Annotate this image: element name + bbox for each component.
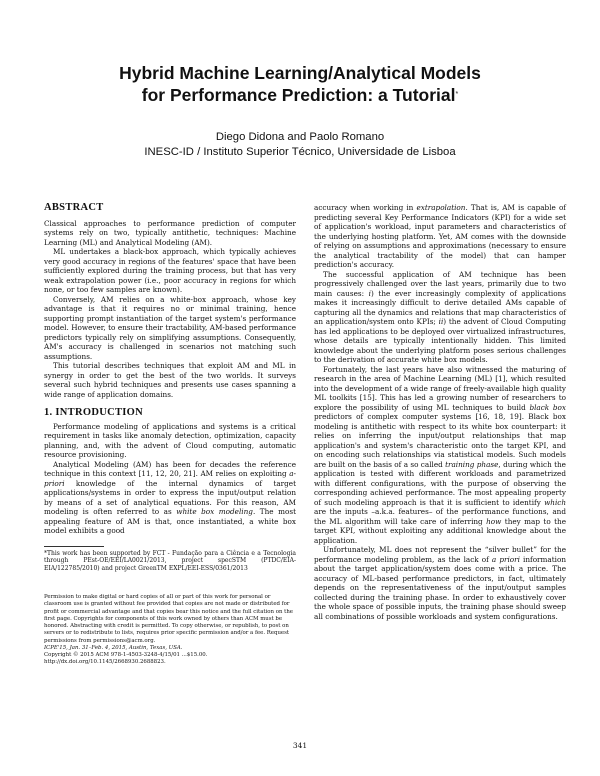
abstract-paragraph: ML undertakes a black-box approach, which typically achieves very good accuracy in regions of the features' space that have been sufficiently explored during the training process, but that has very weak extrapolation power (i.e., poor accuracy in regions for which none, or too few samples are known). — [44, 247, 296, 294]
doi-link[interactable]: http://dx.doi.org/10.1145/2668930.2688823. — [44, 659, 166, 666]
permission-text: Permission to make digital or hard copies of all or part of this work for personal or classroom use is granted without fee provided that copies are not made or distributed for profit or commercial advantage and that copies bear this notice and the full citation on the first page. Copyrights for components of this work owned by others than ACM must be honored. Abstracting with credit is permitted. To copy otherwise, or republish, to post on servers or to redistribute to lists, requires prior specific permission and/or a fee. Request permissions from permissions@acm.org. — [44, 594, 293, 644]
author-names: Diego Didona and Paolo Romano — [215, 131, 385, 143]
venue-line: ICPE'15, Jan. 31–Feb. 4, 2015, Austin, Texas, USA. — [44, 644, 183, 651]
body-paragraph: The successful application of AM technique has been progressively challenged over the last years, primarily due to two main causes: i) the ever increasingly complexity of applications makes it increasingly difficult to derive detailed AMs capable of capturing all the dynamics and relations that map characteristics of an application/system onto KPIs; ii) the advent of Cloud Computing has led applications to be deployed over virtualized infrastructures, whose details are typically intentionally hidden. This limited knowledge about the underlying platform poses serious challenges to the derivation of accurate white box models. — [314, 269, 567, 364]
title-line-1: Hybrid Machine Learning/Analytical Models — [119, 63, 481, 83]
left-column — [44, 203, 296, 666]
abstract-heading: ABSTRACT — [44, 202, 104, 213]
introduction-heading: 1. INTRODUCTION — [44, 407, 144, 418]
intro-paragraph: Performance modeling of applications and systems is a critical requirement in tasks like anomaly detection, optimization, capacity planning, and, with the advent of Cloud computing, automatic resource provisioning. — [44, 421, 296, 459]
footnote-rule — [44, 546, 104, 547]
author-affiliation: INESC-ID / Instituto Superior Técnico, Universidade de Lisboa — [144, 146, 456, 158]
right-column — [314, 203, 566, 621]
abstract-paragraph: This tutorial describes techniques that exploit AM and ML in synergy in order to get the best of the two worlds. It surveys several such hybrid techniques and presents use cases spanning a wide range of application domains. — [44, 361, 296, 399]
page-number: 341 — [292, 741, 308, 750]
copyright-line: Copyright © 2015 ACM 978-1-4503-3248-4/15/01 ...$15.00. — [44, 651, 208, 658]
body-paragraph: Unfortunately, ML does not represent the “silver bullet” for the performance modeling problem, as the lack of a priori information about the target application/system does come with a price. The accuracy of ML-based performance predictors, in fact, ultimately depends on the representativeness of the input/output samples collected during the training phase. In order to exhaustively cover the whole space of possible inputs, the training phase should sweep all combinations of possible workloads and system configurations. — [314, 545, 566, 621]
intro-paragraph: Analytical Modeling (AM) has been for decades the reference technique in this context [11, 12, 20, 21]. AM relies on exploiting a-priori knowledge of the internal dynamics of target applications/systems in order to express the input/output relation by means of a set of analytical equations. For this reason, AM modeling is often referred to as white box modeling. The most appealing feature of AM is that, once instantiated, a white box model exhibits a good — [44, 459, 296, 535]
paper-title — [0, 62, 600, 106]
copyright-notice — [44, 594, 296, 666]
title-line-2: for Performance Prediction: a Tutorial* — [141, 85, 459, 105]
body-paragraph: accuracy when working in extrapolation. That is, AM is capable of predicting several Key Performance Indicators (KPI) for a wide set of application's workload, input parameters and characteristics of the underlying hosting platform. Yet, AM comes with the downside of relying on assumptions and approximations (necessary to ensure the analytical tractability of the model) that can hamper prediction's accuracy. — [314, 203, 566, 269]
abstract-paragraph: Classical approaches to performance prediction of computer systems rely on two, typically antithetic, techniques: Machine Learning (ML) and Analytical Modeling (AM). — [44, 218, 296, 247]
abstract-paragraph: Conversely, AM relies on a white-box approach, whose key advantage is that it requires no or minimal training, hence supporting prompt instantiation of the target system's performance model. However, to ensure their tractability, AM-based performance predictors typically rely on simplifying assumptions. Consequently, AM's accuracy is challenged in scenarios not matching such assumptions. — [44, 294, 296, 361]
funding-footnote: *This work has been supported by FCT - Fundação para a Ciência e a Tecnologia through PEst-OE/EEI/LA0021/2013, project specSTM (PTDC/EIA-EIA/122785/2010) and project GreenTM EXPL/EEI-ESS/0361/2013 — [44, 549, 296, 572]
title-footnote-mark: * — [455, 91, 459, 98]
author-block — [0, 130, 600, 160]
body-paragraph: Fortunately, the last years have also witnessed the maturing of research in the area of Machine Learning (ML) [1], which resulted into the development of a wide range of freely-available high quality ML toolkits [15]. This has led a growing number of researchers to explore the possibility of using ML techniques to build black box predictors of complex computer systems [16, 18, 19]. Black box modeling is antithetic with respect to its white box counterpart: it relies on inferring the input/output relationships that map application's and system's characteristic onto the target KPI, and on encoding such relationships via statistical models. Such models are built on the basis of a so called training phase, during which the application is tested with different workloads and parametrized with different configurations, with the purpose of observing the corresponding achieved performance. The most appealing property of such modeling approach is that it is sufficient to identify which are the inputs –a.k.a. features– of the performance functions, and the ML algorithm will take care of inferring how they map to the target KPI, without exploiting any additional knowledge about the application. — [314, 364, 566, 545]
